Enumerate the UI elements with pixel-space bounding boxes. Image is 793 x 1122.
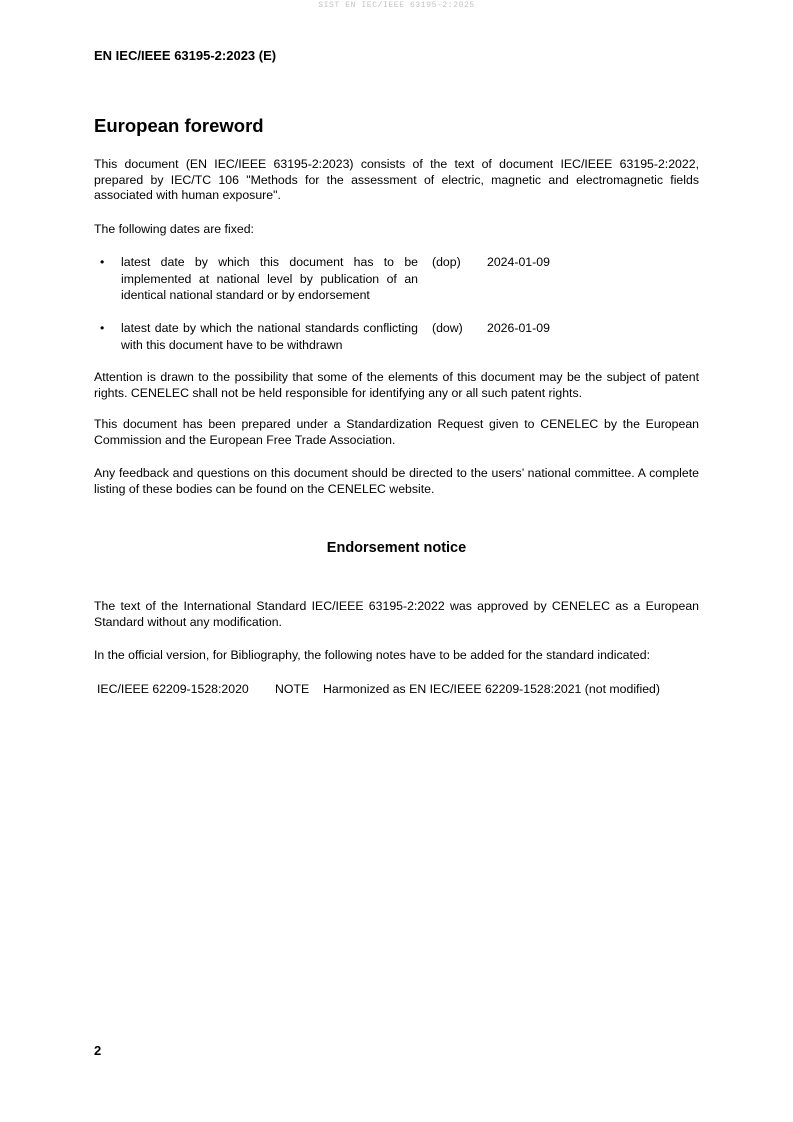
bibliography-intro: In the official version, for Bibliography, the following notes have to be added for the standard indicated: bbox=[94, 648, 650, 662]
page-number: 2 bbox=[94, 1043, 102, 1058]
bullet-icon: • bbox=[100, 255, 105, 269]
document-id: EN IEC/IEEE 63195-2:2023 (E) bbox=[94, 48, 277, 63]
standardization-request: This document has been prepared under a Standardization Request given to CENELEC by the European Commission and the European Free Trade Association. bbox=[94, 417, 699, 447]
date-item-code: (dop) bbox=[432, 255, 461, 269]
date-item-text: latest date by which this document has to be implemented at national level by publication of an identical national standard or by endorsement bbox=[121, 255, 418, 302]
date-item-date: 2024-01-09 bbox=[487, 255, 550, 269]
bibliography-standard: IEC/IEEE 62209-1528:2020 bbox=[97, 682, 249, 696]
dates-intro: The following dates are fixed: bbox=[94, 222, 254, 236]
foreword-title: European foreword bbox=[94, 115, 264, 136]
date-item-date: 2026-01-09 bbox=[487, 321, 550, 335]
date-item-text: latest date by which the national standards conflicting with this document have to be withdrawn bbox=[121, 321, 418, 352]
patent-notice: Attention is drawn to the possibility that some of the elements of this document may be the subject of patent rights. CENELEC shall not be held responsible for identifying any or all such patent rights. bbox=[94, 370, 699, 400]
endorsement-title: Endorsement notice bbox=[326, 540, 467, 556]
bibliography-note-label: NOTE bbox=[275, 682, 310, 696]
watermark: SIST EN IEC/IEEE 63195-2:2025 bbox=[318, 1, 475, 10]
date-item-code: (dow) bbox=[432, 321, 463, 335]
endorsement-approval: The text of the International Standard IEC/IEEE 63195-2:2022 was approved by CENELEC as a European Standard without any modification. bbox=[94, 599, 699, 629]
bibliography-note-text: Harmonized as EN IEC/IEEE 62209-1528:2021 (not modified) bbox=[323, 682, 660, 696]
feedback-paragraph: Any feedback and questions on this document should be directed to the users’ national committee. A complete listing of these bodies can be found on the CENELEC website. bbox=[94, 466, 699, 496]
foreword-intro: This document (EN IEC/IEEE 63195-2:2023) consists of the text of document IEC/IEEE 63195-2:2022, prepared by IEC/TC 106 "Methods for the assessment of electric, magnetic and electromagnetic fields associated with human exposure". bbox=[94, 157, 699, 202]
bullet-icon: • bbox=[100, 321, 105, 335]
